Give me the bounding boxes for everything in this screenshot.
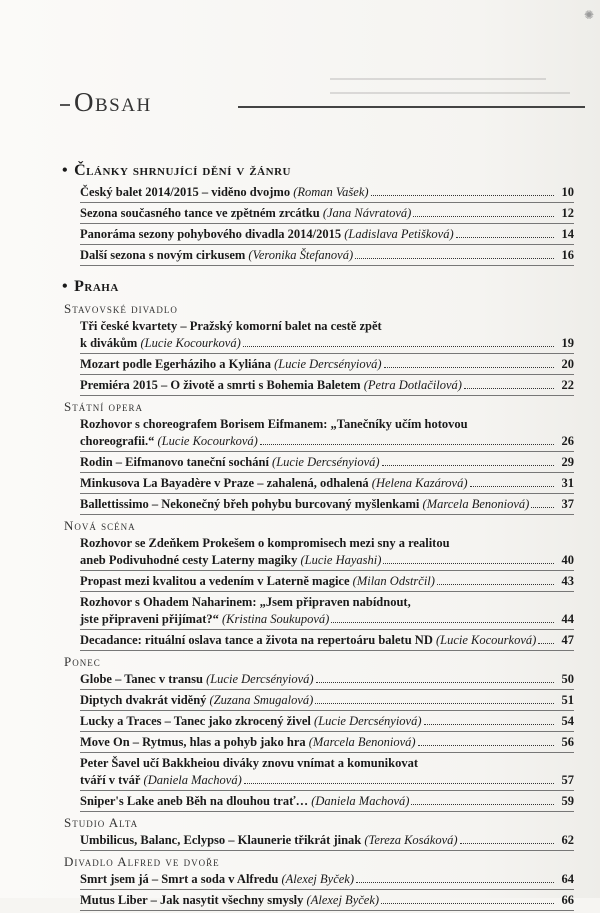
entry-line <box>80 475 574 492</box>
entry-title-line: Rozhovor s Ohadem Naharinem: „Jsem připraven nabídnout, <box>80 595 411 609</box>
section-heading-text: Praha <box>74 278 119 295</box>
entry-text <box>80 871 354 888</box>
entry-text <box>80 433 258 450</box>
entry-title: k divákům <box>80 336 138 350</box>
entry-line <box>80 247 574 264</box>
subsection-heading: Studio Alta <box>64 815 139 830</box>
entry-author: (Lucie Dercsényiová) <box>314 714 422 728</box>
entry-author: (Roman Vašek) <box>293 185 369 199</box>
dot-leader <box>531 507 554 508</box>
entry-rule <box>80 202 574 203</box>
entry-author: (Lucie Kocourková) <box>435 633 537 647</box>
dot-leader <box>413 216 554 217</box>
entry-title: Lucky a Traces – Tanec jako zkrocený živel <box>80 714 311 728</box>
toc-entry[interactable] <box>80 205 574 224</box>
dot-leader <box>456 237 554 238</box>
entry-title: Český balet 2014/2015 – viděno dvojmo <box>80 185 291 199</box>
entry-text <box>80 793 409 810</box>
entry-rule <box>80 650 574 651</box>
toc-entry[interactable] <box>80 247 574 266</box>
entry-line <box>80 573 574 590</box>
subsection-heading: Státní opera <box>64 399 143 414</box>
entry-title: Mutus Liber – Jak nasytit všechny smysly <box>80 893 304 907</box>
entry-author: (Lucie Dercsényiová) <box>274 357 382 371</box>
entry-author: (Lucie Dercsényiová) <box>206 672 314 686</box>
dot-leader <box>260 444 554 445</box>
entry-title: jste připraveni přijímat?“ <box>80 612 219 626</box>
toc-entry[interactable] <box>80 356 574 375</box>
dot-leader <box>355 258 554 259</box>
entry-author: (Alexej Byček) <box>306 893 380 907</box>
entry-page-number: 44 <box>561 612 574 626</box>
entry-text <box>80 475 468 492</box>
entry-rule <box>80 689 574 690</box>
dot-leader <box>356 882 554 883</box>
entry-line <box>80 205 574 222</box>
entry-author: (Ladislava Petišková) <box>344 227 454 241</box>
entry-author: (Alexej Byček) <box>281 872 355 886</box>
entry-title: aneb Podivuhodné cesty Laterny magiky <box>80 553 298 567</box>
toc-entry[interactable] <box>80 535 574 571</box>
entry-title-line: Rozhovor se Zdeňkem Prokešem o kompromisech mezi sny a realitou <box>80 536 450 550</box>
entry-page-number: 37 <box>561 497 574 511</box>
entry-text <box>80 692 313 709</box>
entry-author: (Daniela Machová) <box>143 773 242 787</box>
toc-entry[interactable] <box>80 184 574 203</box>
entry-line <box>80 433 574 450</box>
entry-author: (Lucie Kocourková) <box>140 336 241 350</box>
section-gap <box>62 268 574 276</box>
entry-title-line: Rozhovor s choreografem Borisem Eifmanem: „Tanečníky učím hotovou <box>80 417 468 431</box>
entry-text <box>80 611 329 628</box>
section-heading-text: Články shrnující dění v žánru <box>74 162 291 179</box>
entry-rule <box>80 244 574 245</box>
entry-title: Sniper's Lake aneb Běh na dlouhou trať… <box>80 794 309 808</box>
entry-text <box>80 496 529 513</box>
dot-leader <box>470 486 555 487</box>
entry-author: (Kristina Soukupová) <box>222 612 330 626</box>
entry-text <box>80 713 422 730</box>
entry-rule <box>80 811 574 812</box>
entry-rule <box>80 514 574 515</box>
entry-text <box>80 772 242 789</box>
entry-page-number: 59 <box>561 794 574 808</box>
entry-text <box>80 573 435 590</box>
entry-rule <box>80 374 574 375</box>
entry-title: tváří v tvář <box>80 773 141 787</box>
entry-author: (Daniela Machová) <box>311 794 410 808</box>
subsection-heading: Divadlo Alfred ve dvoře <box>64 854 220 869</box>
entry-line <box>80 552 574 569</box>
section-heading <box>62 276 574 298</box>
entry-author: (Helena Kazárová) <box>371 476 468 490</box>
entry-author: (Marcela Benoniová) <box>308 735 416 749</box>
entry-page-number: 22 <box>561 378 574 392</box>
dot-leader <box>381 903 554 904</box>
entry-rule <box>80 850 574 851</box>
entry-title: Umbilicus, Balanc, Eclypso – Klaunerie třikrát jinak <box>80 833 362 847</box>
entry-page-number: 20 <box>561 357 574 371</box>
entry-author: (Lucie Kocourková) <box>157 434 258 448</box>
toc-entry[interactable] <box>80 734 574 753</box>
entry-title: Mozart podle Egerháziho a Kyliána <box>80 357 271 371</box>
entry-page-number: 47 <box>561 633 574 647</box>
toc-entry[interactable] <box>80 594 574 630</box>
entry-rule <box>80 265 574 266</box>
entry-line <box>80 713 574 730</box>
entry-rule <box>80 790 574 791</box>
entry-title: Premiéra 2015 – O životě a smrti s Bohemia Baletem <box>80 378 361 392</box>
dot-leader <box>244 783 554 784</box>
toc-entry[interactable] <box>80 318 574 354</box>
entry-text <box>80 734 416 751</box>
toc-entry[interactable] <box>80 226 574 245</box>
header-dash <box>60 104 70 106</box>
subsection-heading: Nová scéna <box>64 518 136 533</box>
toc-entry[interactable] <box>80 793 574 812</box>
entry-text <box>80 832 458 849</box>
entry-line <box>80 496 574 513</box>
entry-title: Panoráma sezony pohybového divadla 2014/2015 <box>80 227 342 241</box>
dot-leader <box>464 388 554 389</box>
toc-entry[interactable] <box>80 832 574 851</box>
entry-author: (Jana Návratová) <box>322 206 412 220</box>
entry-line <box>80 671 574 688</box>
entry-line <box>80 832 574 849</box>
entry-text <box>80 356 382 373</box>
toc-entry[interactable] <box>80 377 574 396</box>
header-rule <box>238 106 585 108</box>
toc-entry[interactable] <box>80 454 574 473</box>
dot-leader <box>315 703 554 704</box>
entry-title: Diptych dvakrát viděný <box>80 693 207 707</box>
entry-line <box>80 892 574 909</box>
entry-page-number: 19 <box>561 336 574 350</box>
entry-text <box>80 892 379 909</box>
entry-rule <box>80 710 574 711</box>
entry-text <box>80 226 454 243</box>
entry-title: Ballettissimo – Nekonečný břeh pohybu burcovaný myšlenkami <box>80 497 420 511</box>
entry-text <box>80 205 411 222</box>
entry-rule <box>80 731 574 732</box>
entry-title: Decadance: rituální oslava tance a života na repertoáru baletu ND <box>80 633 433 647</box>
toc-entry[interactable] <box>80 755 574 791</box>
entry-title: Move On – Rytmus, hlas a pohyb jako hra <box>80 735 306 749</box>
entry-rule <box>80 591 574 592</box>
toc-entry[interactable] <box>80 892 574 911</box>
entry-line <box>80 454 574 471</box>
entry-rule <box>80 472 574 473</box>
entry-text <box>80 247 353 264</box>
entry-rule <box>80 570 574 571</box>
dot-leader <box>383 563 554 564</box>
entry-title: Globe – Tanec v transu <box>80 672 203 686</box>
entry-line <box>80 871 574 888</box>
entry-line <box>80 611 574 628</box>
entry-author: (Marcela Benoniová) <box>422 497 530 511</box>
entry-rule <box>80 910 574 911</box>
entry-page-number: 62 <box>561 833 574 847</box>
entry-page-number: 12 <box>561 206 574 220</box>
entry-title: Další sezona s novým cirkusem <box>80 248 246 262</box>
entry-page-number: 29 <box>561 455 574 469</box>
toc-entry[interactable] <box>80 871 574 890</box>
entry-text <box>80 377 462 394</box>
entry-text <box>80 184 369 201</box>
entry-author: (Petra Dotlačilová) <box>363 378 462 392</box>
entry-rule <box>80 889 574 890</box>
entry-author: (Zuzana Smugalová) <box>209 693 314 707</box>
entry-line <box>80 632 574 649</box>
entry-line <box>80 356 574 373</box>
entry-page-number: 51 <box>561 693 574 707</box>
dot-leader <box>331 622 554 623</box>
entry-page-number: 57 <box>561 773 574 787</box>
entry-title: Propast mezi kvalitou a vedením v Laterně magice <box>80 574 350 588</box>
entry-title: Rodin – Eifmanovo taneční sochání <box>80 455 269 469</box>
dot-leader <box>460 843 554 844</box>
dot-leader <box>382 465 554 466</box>
entry-line <box>80 335 574 352</box>
dot-leader <box>371 195 554 196</box>
toc-entry[interactable] <box>80 632 574 651</box>
entry-rule <box>80 451 574 452</box>
entry-rule <box>80 493 574 494</box>
entry-page-number: 26 <box>561 434 574 448</box>
entry-line <box>80 184 574 201</box>
entry-author: (Milan Odstrčil) <box>352 574 435 588</box>
entry-line <box>80 692 574 709</box>
entry-page-number: 16 <box>561 248 574 262</box>
toc-entry[interactable] <box>80 671 574 690</box>
entry-rule <box>80 395 574 396</box>
entry-text <box>80 671 314 688</box>
toc-entry[interactable] <box>80 573 574 592</box>
entry-title-line: Tři české kvartety – Pražský komorní balet na cestě zpět <box>80 319 382 333</box>
entry-author: (Lucie Dercsényiová) <box>272 455 380 469</box>
entry-title: Sezona současného tance ve zpětném zrcátku <box>80 206 320 220</box>
toc-entry[interactable] <box>80 692 574 711</box>
entry-text <box>80 454 380 471</box>
dot-leader <box>243 346 554 347</box>
entry-page-number: 10 <box>561 185 574 199</box>
entry-author: (Veronika Štefanová) <box>248 248 354 262</box>
entry-page-number: 64 <box>561 872 574 886</box>
bullet-icon: • <box>62 278 69 295</box>
entry-page-number: 40 <box>561 553 574 567</box>
entry-line <box>80 793 574 810</box>
entry-text <box>80 632 536 649</box>
toc-entry[interactable] <box>80 713 574 732</box>
page-header <box>60 88 585 120</box>
entry-rule <box>80 223 574 224</box>
dot-leader <box>437 584 554 585</box>
entry-line <box>80 377 574 394</box>
dancer-icon: ✺ <box>583 8 594 22</box>
toc-entry[interactable] <box>80 496 574 515</box>
entry-line <box>80 226 574 243</box>
dot-leader <box>418 745 554 746</box>
dot-leader <box>384 367 554 368</box>
bullet-icon: • <box>62 162 69 179</box>
entry-line <box>80 734 574 751</box>
entry-page-number: 66 <box>561 893 574 907</box>
subsection-heading: Stavovské divadlo <box>64 301 178 316</box>
dot-leader <box>316 682 554 683</box>
dot-leader <box>538 643 554 644</box>
page-title: Obsah <box>74 87 152 117</box>
entry-title: Smrt jsem já – Smrt a soda v Alfredu <box>80 872 279 886</box>
table-of-contents <box>62 160 574 913</box>
entry-page-number: 56 <box>561 735 574 749</box>
entry-title-line: Peter Šavel učí Bakkheiou diváky znovu vnímat a komunikovat <box>80 756 419 770</box>
entry-line <box>80 772 574 789</box>
entry-author: (Tereza Kosáková) <box>364 833 458 847</box>
entry-author: (Lucie Hayashi) <box>300 553 382 567</box>
toc-entry[interactable] <box>80 416 574 452</box>
section-heading <box>62 160 574 182</box>
entry-rule <box>80 629 574 630</box>
entry-page-number: 43 <box>561 574 574 588</box>
dot-leader <box>411 804 554 805</box>
entry-page-number: 54 <box>561 714 574 728</box>
entry-page-number: 31 <box>561 476 574 490</box>
entry-title: choreografii.“ <box>80 434 155 448</box>
dot-leader <box>424 724 554 725</box>
entry-text <box>80 552 381 569</box>
entry-title: Minkusova La Bayadère v Praze – zahalená, odhalená <box>80 476 369 490</box>
toc-entry[interactable] <box>80 475 574 494</box>
entry-rule <box>80 752 574 753</box>
entry-page-number: 50 <box>561 672 574 686</box>
entry-rule <box>80 353 574 354</box>
subsection-heading: Ponec <box>64 654 101 669</box>
entry-page-number: 14 <box>561 227 574 241</box>
entry-text <box>80 335 241 352</box>
